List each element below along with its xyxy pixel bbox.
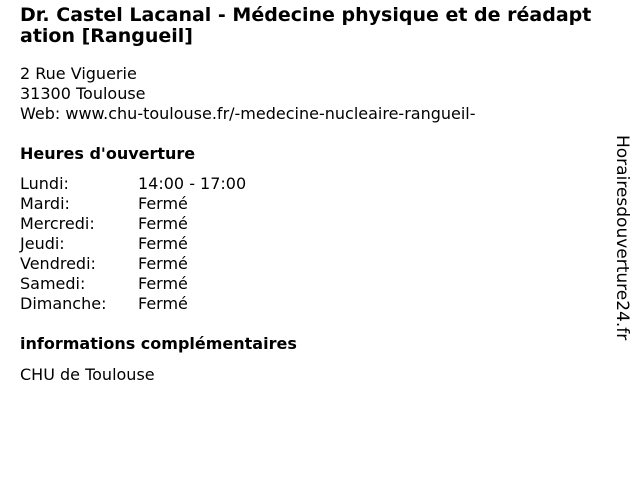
hours-value: Fermé [138, 214, 188, 233]
hours-heading: Heures d'ouverture [20, 144, 196, 163]
site-watermark: Horairesdouverture24.fr [612, 135, 632, 341]
day-label: Lundi: [20, 174, 69, 193]
hours-value: Fermé [138, 274, 188, 293]
hours-row-thursday [20, 234, 246, 254]
hours-value: Fermé [138, 194, 188, 213]
day-label: Vendredi: [20, 254, 96, 273]
hours-row-tuesday [20, 194, 246, 214]
hours-row-wednesday [20, 214, 246, 234]
hours-value: Fermé [138, 294, 188, 313]
hours-row-monday [20, 174, 246, 194]
hours-row-friday [20, 254, 246, 274]
day-label: Mardi: [20, 194, 70, 213]
day-label: Mercredi: [20, 214, 95, 233]
address-block [20, 64, 476, 124]
hours-value: Fermé [138, 254, 188, 273]
day-label: Samedi: [20, 274, 86, 293]
day-label: Dimanche: [20, 294, 107, 313]
page-title: Dr. Castel Lacanal - Médecine physique et de réadaptation [Rangueil] [20, 4, 592, 47]
hours-row-sunday [20, 294, 246, 314]
hours-value: Fermé [138, 234, 188, 253]
day-label: Jeudi: [20, 234, 65, 253]
city-address: 31300 Toulouse [20, 84, 146, 103]
hours-value: 14:00 - 17:00 [138, 174, 247, 193]
website-link[interactable]: Web: www.chu-toulouse.fr/-medecine-nucleaire-rangueil- [20, 104, 476, 123]
info-heading: informations complémentaires [20, 334, 297, 353]
info-text: CHU de Toulouse [20, 365, 155, 384]
street-address: 2 Rue Viguerie [20, 64, 137, 83]
hours-row-saturday [20, 274, 246, 294]
opening-hours-table [20, 174, 246, 314]
